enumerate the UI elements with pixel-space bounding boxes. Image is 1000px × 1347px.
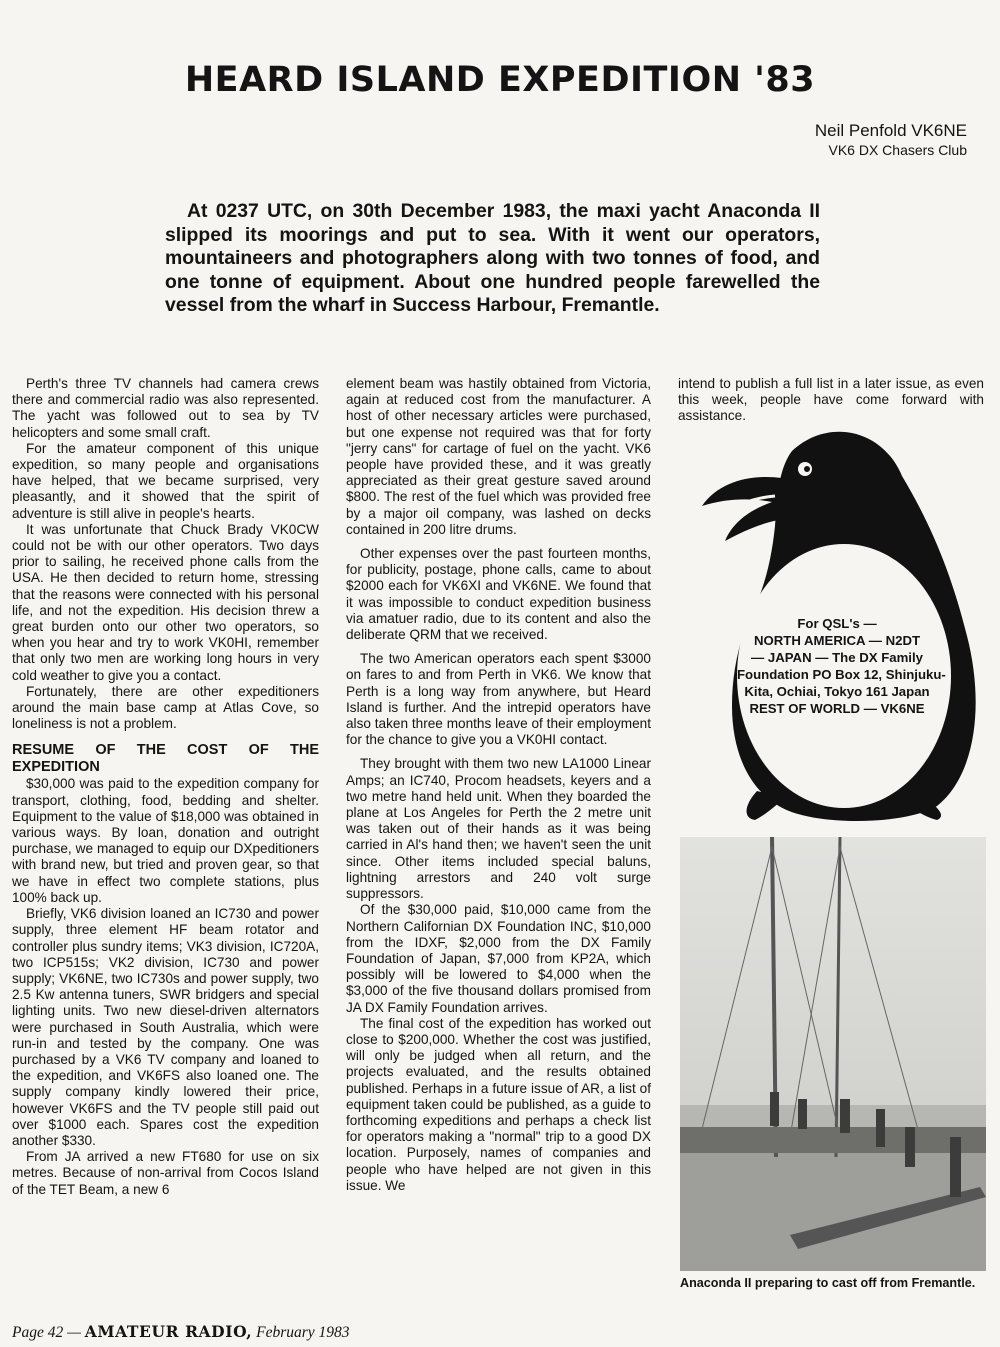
paragraph: From JA arrived a new FT680 for use on six metres. Because of non-arrival from Cocos Island of the TET Beam, a new 6	[12, 1149, 319, 1197]
column-1	[12, 376, 319, 1198]
paragraph: element beam was hastily obtained from Victoria, again at reduced cost from the manufacturer. A host of other necessary articles were purchased, but one expense not required was that for forty "jerry cans" for cartage of fuel on the yacht. VK6 people have provided these, and it was greatly appreciated as their great gesture saved around $800. The rest of the fuel which was provided free by a major oil company, was lashed on decks contained in 200 litre drums.	[346, 376, 651, 537]
yacht-photo	[680, 837, 986, 1271]
page-footer	[12, 1322, 350, 1342]
paragraph: intend to publish a full list in a later issue, as even this week, people have come forward with assistance.	[678, 376, 984, 424]
photo-caption: Anaconda II preparing to cast off from Fremantle.	[680, 1276, 976, 1290]
qsl-line: REST OF WORLD — VK6NE	[749, 701, 925, 716]
byline	[815, 120, 967, 159]
paragraph: For the amateur component of this unique expedition, so many people and organisations have helped, that we became surprised, very pleasantly, and it showed that the spirit of adventure is still alive in people's hearts.	[12, 440, 319, 521]
paragraph: Other expenses over the past fourteen months, for publicity, postage, phone calls, came to about $2000 each for VK6XI and VK6NE. We found that it was impossible to conduct expedition business via amatuer radio, due to its content and also the deliberate QRM that we received.	[346, 546, 651, 643]
qsl-info-box	[737, 615, 946, 717]
paragraph: The final cost of the expedition has worked out close to $200,000. Whether the cost was justified, will only be judged when all return, and the projects evaluated, and the results obtained published. Perhaps in a future issue of AR, a list of equipment taken could be published, as a guide to forthcoming expeditions and perhaps a check list for operators making a "normal" trip to a good DX location. Purposely, names of companies and people who have helped are not given in this issue. We	[346, 1015, 651, 1193]
qsl-line: — JAPAN — The DX Family	[751, 650, 923, 665]
page-number: Page 42 —	[12, 1324, 81, 1341]
section-heading: RESUME OF THE COST OF THE EXPEDITION	[12, 742, 319, 776]
paragraph: The two American operators each spent $3000 on fares to and from Perth in VK6. We know that Perth is a long way from anywhere, but Heard Island is further. And the intrepid operators have also taken three months leave of their employment for the chance to give you a VK0HI contact.	[346, 651, 651, 748]
penguin-pupil	[804, 466, 810, 472]
article-title: HEARD ISLAND EXPEDITION '83	[184, 60, 816, 100]
paragraph: Of the $30,000 paid, $10,000 came from the Northern Californian DX Foundation INC, $10,000 from the IDXF, $2,000 from the DX Family Foundation of Japan, $7,000 from KP2A, which possibly will be lowered to $4,000 when the $3,000 of the five thousand dollars promised from JA DX Family Foundation arrives.	[346, 902, 651, 1015]
paragraph: It was unfortunate that Chuck Brady VK0CW could not be with our other operators. Two days prior to sailing, he received phone calls from the USA. He then decided to return home, stressing that the reasons were connected with his personal life, and not the expedition. His decision threw a great burden onto our other two operators, so when you hear and try to work VK0HI, remember that only two men are working long hours in very cold weather to give you a contact.	[12, 521, 319, 683]
author-club: VK6 DX Chasers Club	[828, 142, 967, 158]
paragraph: $30,000 was paid to the expedition company for transport, clothing, food, bedding and shelter. Equipment to the value of $18,000 was obtained in various ways. By loan, donation and outright purchase, we managed to equip our DXpeditioners with brand new, but tried and proven gear, so that we have in effect two complete stations, plus 100% back up.	[12, 776, 319, 905]
qsl-line: Foundation PO Box 12, Shinjuku-	[737, 667, 946, 682]
paragraph: Perth's three TV channels had camera crews there and commercial radio was also represented. The yacht was followed out to sea by TV helicopters and some small craft.	[12, 376, 319, 440]
lead-paragraph: At 0237 UTC, on 30th December 1983, the maxi yacht Anaconda II slipped its moorings and put to sea. With it went our operators, mountaineers and photographers along with two tonnes of food, and one tonne of equipment. About one hundred people farewelled the vessel from the wharf in Success Harbour, Fremantle.	[165, 200, 820, 316]
magazine-name: AMATEUR RADIO,	[84, 1322, 253, 1341]
paragraph: Briefly, VK6 division loaned an IC730 and power supply, three element HF beam rotator and controller plus sundry items; VK3 division, IC720A, two ICP515s; VK2 division, IC730 and power supply; VK6NE, two IC730s and power supply, two 2.5 Kw antenna tuners, SWR bridgers and special lighting units. Two new diesel-driven alternators were purchased in South Australia, which were run-in and tested by the company. One was purchased by a VK6 TV company and loaned to the expedition, and VK6FS also loaned one. The supply company kindly lowered their price, however VK6FS and the TV people still paid out over $1000 each. Spares cost the expedition another $330.	[12, 906, 319, 1148]
paragraph: Fortunately, there are other expeditioners around the main base camp at Atlas Cove, so loneliness is not a problem.	[12, 683, 319, 732]
qsl-line: For QSL's —	[797, 616, 877, 631]
author-name: Neil Penfold VK6NE	[814, 121, 967, 140]
qsl-line: NORTH AMERICA — N2DT	[753, 633, 921, 648]
column-2	[346, 376, 651, 1194]
photo-hull	[680, 1127, 986, 1153]
qsl-line: Kita, Ochiai, Tokyo 161 Japan	[744, 684, 930, 699]
paragraph: They brought with them two new LA1000 Linear Amps; an IC740, Procom headsets, keyers and a two metre hand held unit. When they boarded the plane at Los Angeles for Perth the 2 metre unit was taken out of their hands as it was being carried in Al's hand then; we haven't seen the unit since. Other items included special baluns, lightning arrestors and 240 volt surge suppressors.	[346, 756, 651, 902]
issue-date: February 1983	[256, 1324, 350, 1341]
